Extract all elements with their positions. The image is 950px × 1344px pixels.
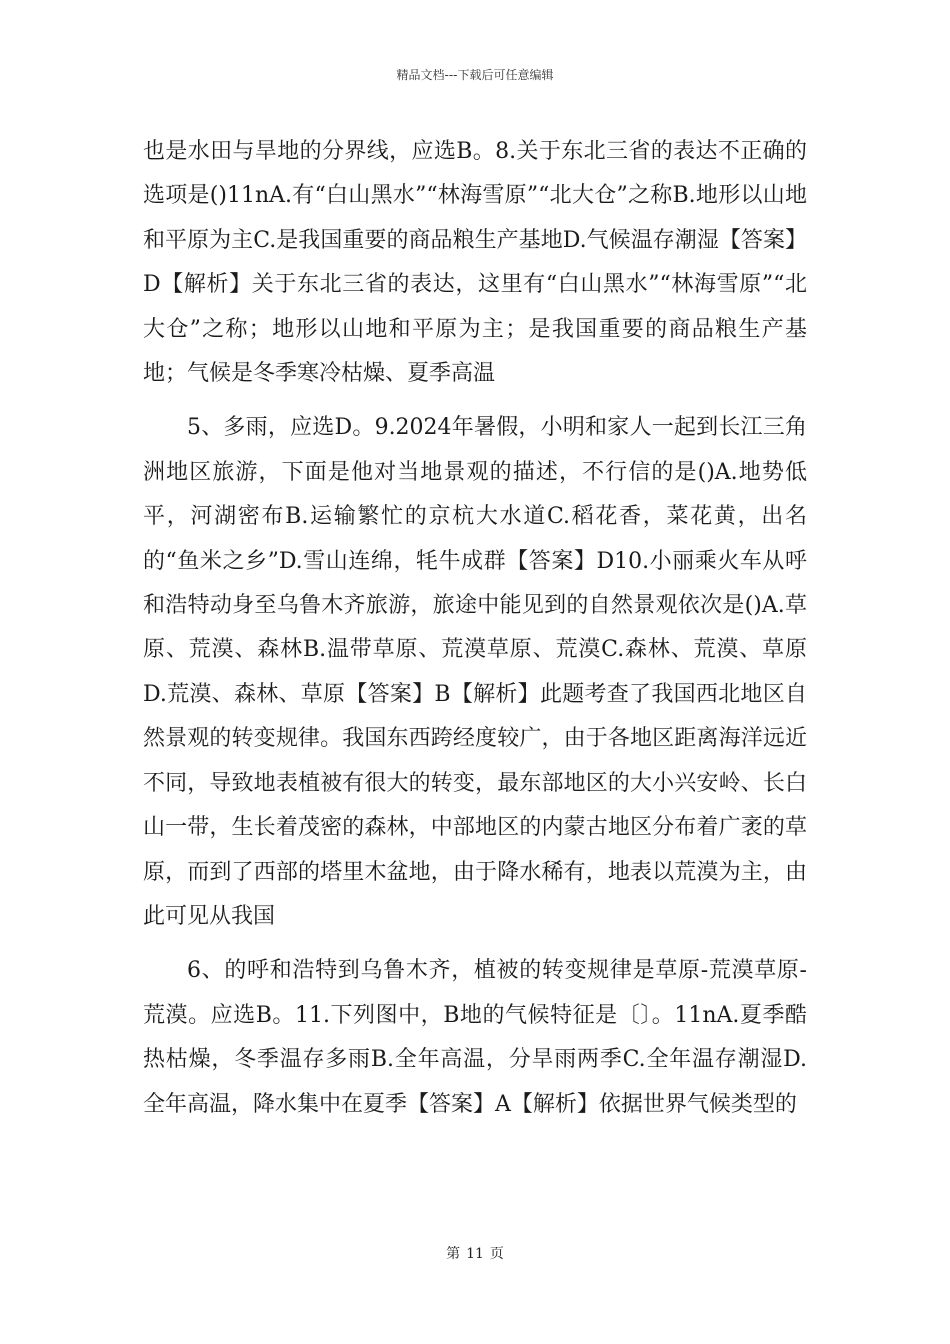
paragraph-1: 也是水田与旱地的分界线，应选B。8.关于东北三省的表达不正确的选项是()11nA.有“白山黑水”“林海雪原”“北大仓”之称B.地形以山地和平原为主C.是我国重要的商品粮生产基地D.气候温存潮湿【答案】D【解析】关于东北三省的表达，这里有“白山黑水”“林海雪原”“北大仓”之称；地形以山地和平原为主；是我国重要的商品粮生产基地；气候是冬季寒冷枯燥、夏季高温 bbox=[143, 139, 807, 387]
document-body bbox=[143, 130, 807, 1127]
page-number-prefix: 第 bbox=[446, 1246, 461, 1262]
page-footer bbox=[0, 1243, 950, 1263]
page-header: 精品文档---下载后可任意编辑 bbox=[396, 68, 554, 82]
page-number: 11 bbox=[466, 1246, 484, 1262]
page-number-suffix: 页 bbox=[489, 1246, 504, 1262]
paragraph-2: 5、多雨，应选D。9.2024年暑假，小明和家人一起到长江三角洲地区旅游，下面是他对当地景观的描述，不行信的是()A.地势低平，河湖密布B.运输繁忙的京杭大水道C.稻花香，菜花黄，出名的“鱼米之乡”D.雪山连绵，牦牛成群【答案】D10.小丽乘火车从呼和浩特动身至乌鲁木齐旅游，旅途中能见到的自然景观依次是()A.草原、荒漠、森林B.温带草原、荒漠草原、荒漠C.森林、荒漠、草原D.荒漠、森林、草原【答案】B【解析】此题考查了我国西北地区自然景观的转变规律。我国东西跨经度较广，由于各地区距离海洋远近不同，导致地表植被有很大的转变，最东部地区的大小兴安岭、长白山一带，生长着茂密的森林，中部地区的内蒙古地区分布着广袤的草原，而到了西部的塔里木盆地，由于降水稀有，地表以荒漠为主，由此可见从我国 bbox=[143, 415, 807, 929]
paragraph-3: 6、的呼和浩特到乌鲁木齐，植被的转变规律是草原-荒漠草原-荒漠。应选B。11.下列图中，B地的气候特征是〔〕。11nA.夏季酷热枯燥，冬季温存多雨B.全年高温，分旱雨两季C.全年温存潮湿D.全年高温，降水集中在夏季【答案】A【解析】依据世界气候类型的 bbox=[143, 958, 807, 1117]
